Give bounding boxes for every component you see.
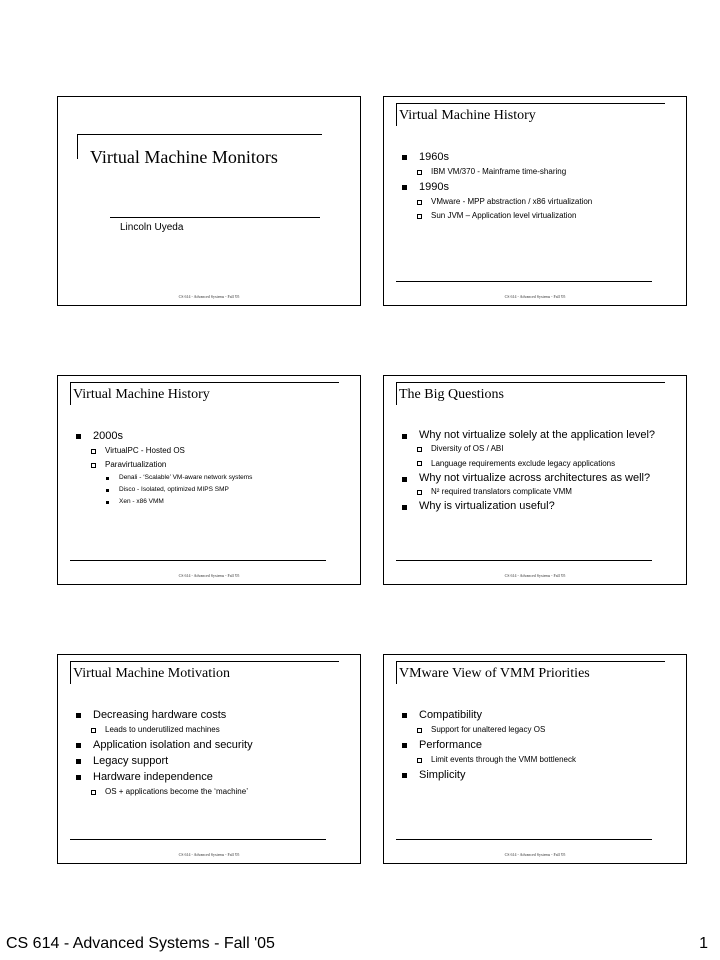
slide-footer: CS 614 - Advanced Systems - Fall '05 <box>178 852 240 857</box>
bullet-item: Why not virtualize across architectures as well? <box>400 471 676 485</box>
slide-title: Virtual Machine History <box>73 387 210 402</box>
bullet-item: 1960s <box>400 149 676 165</box>
sub-bullet-item: VirtualPC - Hosted OS <box>74 444 350 458</box>
slide-footer: CS 614 - Advanced Systems - Fall '05 <box>504 294 566 299</box>
slide-footer: CS 614 - Advanced Systems - Fall '05 <box>504 573 566 578</box>
bullet-item: Why is virtualization useful? <box>400 499 676 513</box>
bullet-item: 1990s <box>400 179 676 195</box>
sub-bullet-item: Paravirtualization <box>74 458 350 472</box>
square-bullet-icon <box>402 743 407 748</box>
sub-sub-bullet-item: Denali - ‘Scalable’ VM-aware network systems <box>74 472 350 484</box>
bullet-item: Compatibility <box>400 707 676 723</box>
footer-divider <box>396 839 652 840</box>
hollow-square-bullet-icon <box>417 200 422 205</box>
square-bullet-icon <box>402 155 407 160</box>
small-square-bullet-icon <box>106 477 109 480</box>
sub-bullet-item: N² required translators complicate VMM <box>400 485 676 499</box>
hollow-square-bullet-icon <box>91 449 96 454</box>
square-bullet-icon <box>76 775 81 780</box>
bullet-item: Hardware independence <box>74 769 350 785</box>
bullet-item: Performance <box>400 737 676 753</box>
square-bullet-icon <box>402 713 407 718</box>
square-bullet-icon <box>76 713 81 718</box>
sub-sub-bullet-item: Disco - Isolated, optimized MIPS SMP <box>74 484 350 496</box>
footer-divider <box>396 560 652 561</box>
slide-body <box>74 428 350 508</box>
bullet-item: Decreasing hardware costs <box>74 707 350 723</box>
hollow-square-bullet-icon <box>91 728 96 733</box>
slide-title: The Big Questions <box>399 387 504 402</box>
sub-bullet-item: Limit events through the VMM bottleneck <box>400 753 676 767</box>
bullet-item: Legacy support <box>74 753 350 769</box>
page-footer-course: CS 614 - Advanced Systems - Fall '05 <box>6 935 275 952</box>
slide-3 <box>57 375 361 585</box>
footer-divider <box>70 560 326 561</box>
hollow-square-bullet-icon <box>417 461 422 466</box>
sub-bullet-item: Leads to underutilized machines <box>74 723 350 737</box>
sub-sub-bullet-item: Xen - x86 VMM <box>74 496 350 508</box>
small-square-bullet-icon <box>106 489 109 492</box>
slide-2 <box>383 96 687 306</box>
slide-footer: CS 614 - Advanced Systems - Fall '05 <box>504 852 566 857</box>
footer-divider <box>70 839 326 840</box>
sub-bullet-item: OS + applications become the ‘machine’ <box>74 785 350 799</box>
slide-title: VMware View of VMM Priorities <box>399 666 590 681</box>
square-bullet-icon <box>402 773 407 778</box>
slide-body <box>400 707 676 783</box>
square-bullet-icon <box>76 759 81 764</box>
hollow-square-bullet-icon <box>417 490 422 495</box>
footer-divider <box>396 281 652 282</box>
slide-5 <box>57 654 361 864</box>
author-name: Lincoln Uyeda <box>120 222 184 233</box>
sub-bullet-item: Support for unaltered legacy OS <box>400 723 676 737</box>
slide-6 <box>383 654 687 864</box>
sub-bullet-item: Language requirements exclude legacy applications <box>400 456 676 469</box>
square-bullet-icon <box>76 434 81 439</box>
page-number: 1 <box>699 935 708 952</box>
hollow-square-bullet-icon <box>417 758 422 763</box>
square-bullet-icon <box>402 505 407 510</box>
slide-4 <box>383 375 687 585</box>
square-bullet-icon <box>402 434 407 439</box>
hollow-square-bullet-icon <box>417 728 422 733</box>
square-bullet-icon <box>402 477 407 482</box>
slide-body <box>400 149 676 223</box>
small-square-bullet-icon <box>106 501 109 504</box>
slide-title: Virtual Machine History <box>399 108 536 123</box>
slide-footer: CS 614 - Advanced Systems - Fall '05 <box>178 294 240 299</box>
square-bullet-icon <box>402 185 407 190</box>
sub-bullet-item: Sun JVM – Application level virtualization <box>400 209 676 223</box>
hollow-square-bullet-icon <box>417 214 422 219</box>
hollow-square-bullet-icon <box>417 447 422 452</box>
bullet-item: Application isolation and security <box>74 737 350 753</box>
slide-title: Virtual Machine Motivation <box>73 666 231 681</box>
bullet-item: Simplicity <box>400 767 676 783</box>
sub-bullet-item: VMware - MPP abstraction / x86 virtualization <box>400 195 676 209</box>
author-divider <box>110 217 320 218</box>
slide-body <box>400 428 676 513</box>
square-bullet-icon <box>76 743 81 748</box>
slide-body <box>74 707 350 799</box>
sub-bullet-item: IBM VM/370 - Mainframe time-sharing <box>400 165 676 179</box>
slide-1 <box>57 96 361 306</box>
presentation-title: Virtual Machine Monitors <box>90 147 278 167</box>
bullet-item: Why not virtualize solely at the application level? <box>400 428 676 442</box>
sub-bullet-item: Diversity of OS / ABI <box>400 442 676 456</box>
hollow-square-bullet-icon <box>91 790 96 795</box>
bullet-item: 2000s <box>74 428 350 444</box>
hollow-square-bullet-icon <box>417 170 422 175</box>
hollow-square-bullet-icon <box>91 463 96 468</box>
slide-footer: CS 614 - Advanced Systems - Fall '05 <box>178 573 240 578</box>
